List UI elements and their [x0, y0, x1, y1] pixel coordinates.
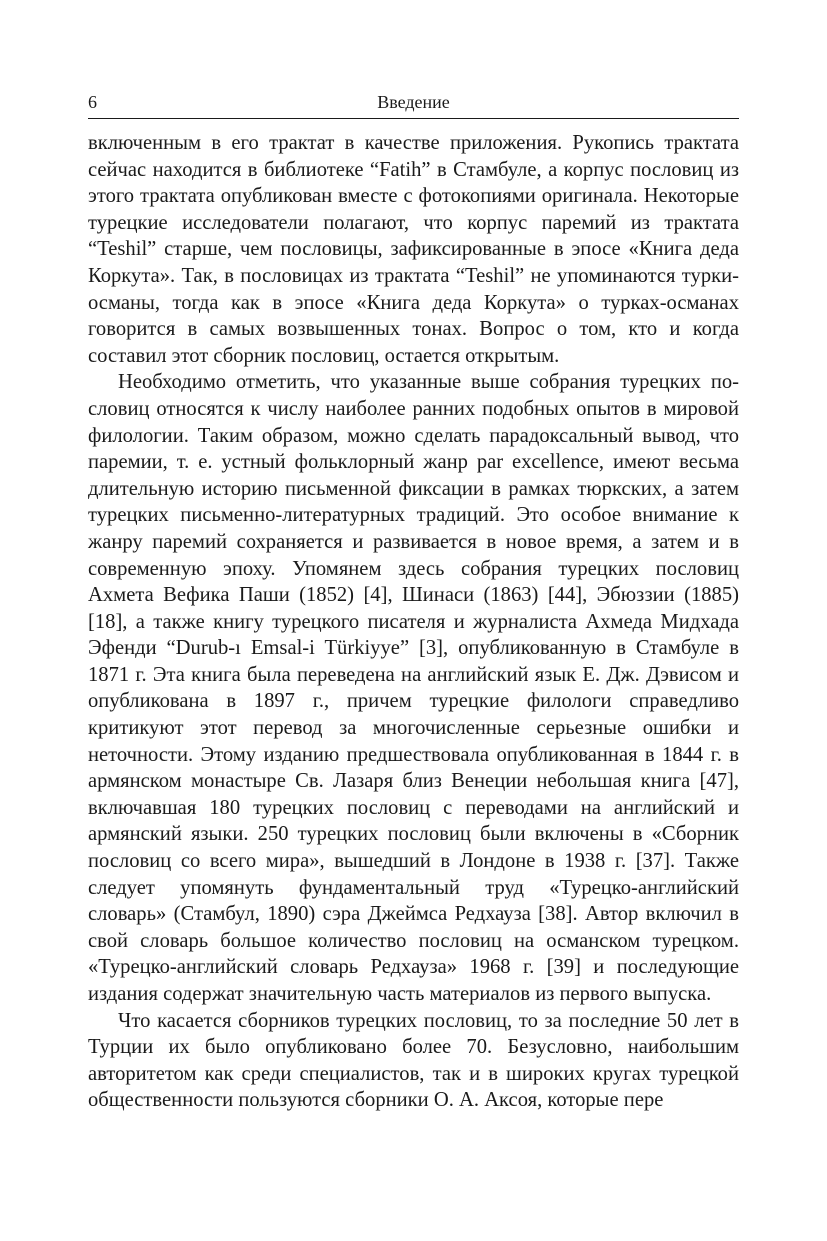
- page-number: 6: [88, 92, 97, 112]
- paragraph-2: Необходимо отметить, что указанные выше собрания турецких пословиц относятся к числу наиболее ранних подобных опытов в мировой филологии. Таким образом, можно сделать парадоксальный вывод, что паремии, т. е. устный фольклорный жанр par excellence, имеют весьма длительную историю письменной фиксации в рамках тюркских, а затем турецких письменно-литературных традиций. Это особое внимание к жанру паремий сохраняется и развивается в новое время, а затем и в современную эпоху. Упомянем здесь собрания турецких пословиц Ахмета Вефика Паши (1852) [4], Шинаси (1863) [44], Эбюззии (1885) [18], а также книгу турецкого писателя и журналиста Ахмеда Мидхада Эфенди “Durub-ı Emsal-i Türkiyye” [3], опубликованную в Стамбуле в 1871 г. Эта книга была переведена на английский язык Е. Дж. Дэвисом и опубликована в 1897 г., причем турецкие филологи справедливо критикуют этот перевод за многочисленные серьезные ошибки и неточности. Этому изданию предшествовала опубликованная в 1844 г. в армянском монастыре Св. Лазаря близ Венеции небольшая книга [47], включавшая 180 турецких пословиц с переводами на английский и армянский языки. 250 турецких пословиц были включены в «Сборник пословиц со всего мира», вышедший в Лондоне в 1938 г. [37]. Также следует упомянуть фундаментальный труд «Турецко-английский словарь» (Стамбул, 1890) сэра Джеймса Редхауза [38]. Автор включил в свой словарь большое количество пословиц на османском турецком. «Турецко-английский словарь Редхауза» 1968 г. [39] и последующие издания содержат значительную часть материалов из первого выпуска.: [88, 371, 739, 1005]
- book-page: [88, 88, 739, 1114]
- section-title: Введение: [377, 92, 450, 112]
- paragraph-3: Что касается сборников турецких пословиц, то за последние 50 лет в Турции их было опубликовано более 70. Безусловно, наибольшим авторитетом как среди специалистов, так и в широких кругах турецкой общественности пользуются сборники О. А. Аксоя, которые пере: [88, 1009, 739, 1112]
- paragraph-1: включенным в его трактат в качестве приложения. Рукопись трактата сейчас находится в библиотеке “Fatih” в Стамбуле, а корпус пословиц из этого трактата опубликован вместе с фотокопиями оригинала. Некоторые турецкие исследователи полагают, что корпус паремий из трактата “Teshil” старше, чем пословицы, зафиксированные в эпосе «Книга деда Коркута». Так, в пословицах из трактата “Teshil” не упоминаются турки-османы, тогда как в эпосе «Книга деда Коркута» о турках-османах говорится в самых возвышенных тонах. Вопрос о том, кто и когда составил этот сборник пословиц, остается открытым.: [88, 132, 739, 367]
- body-text: [88, 130, 739, 1114]
- running-head: [88, 88, 739, 116]
- header-rule: [88, 118, 739, 119]
